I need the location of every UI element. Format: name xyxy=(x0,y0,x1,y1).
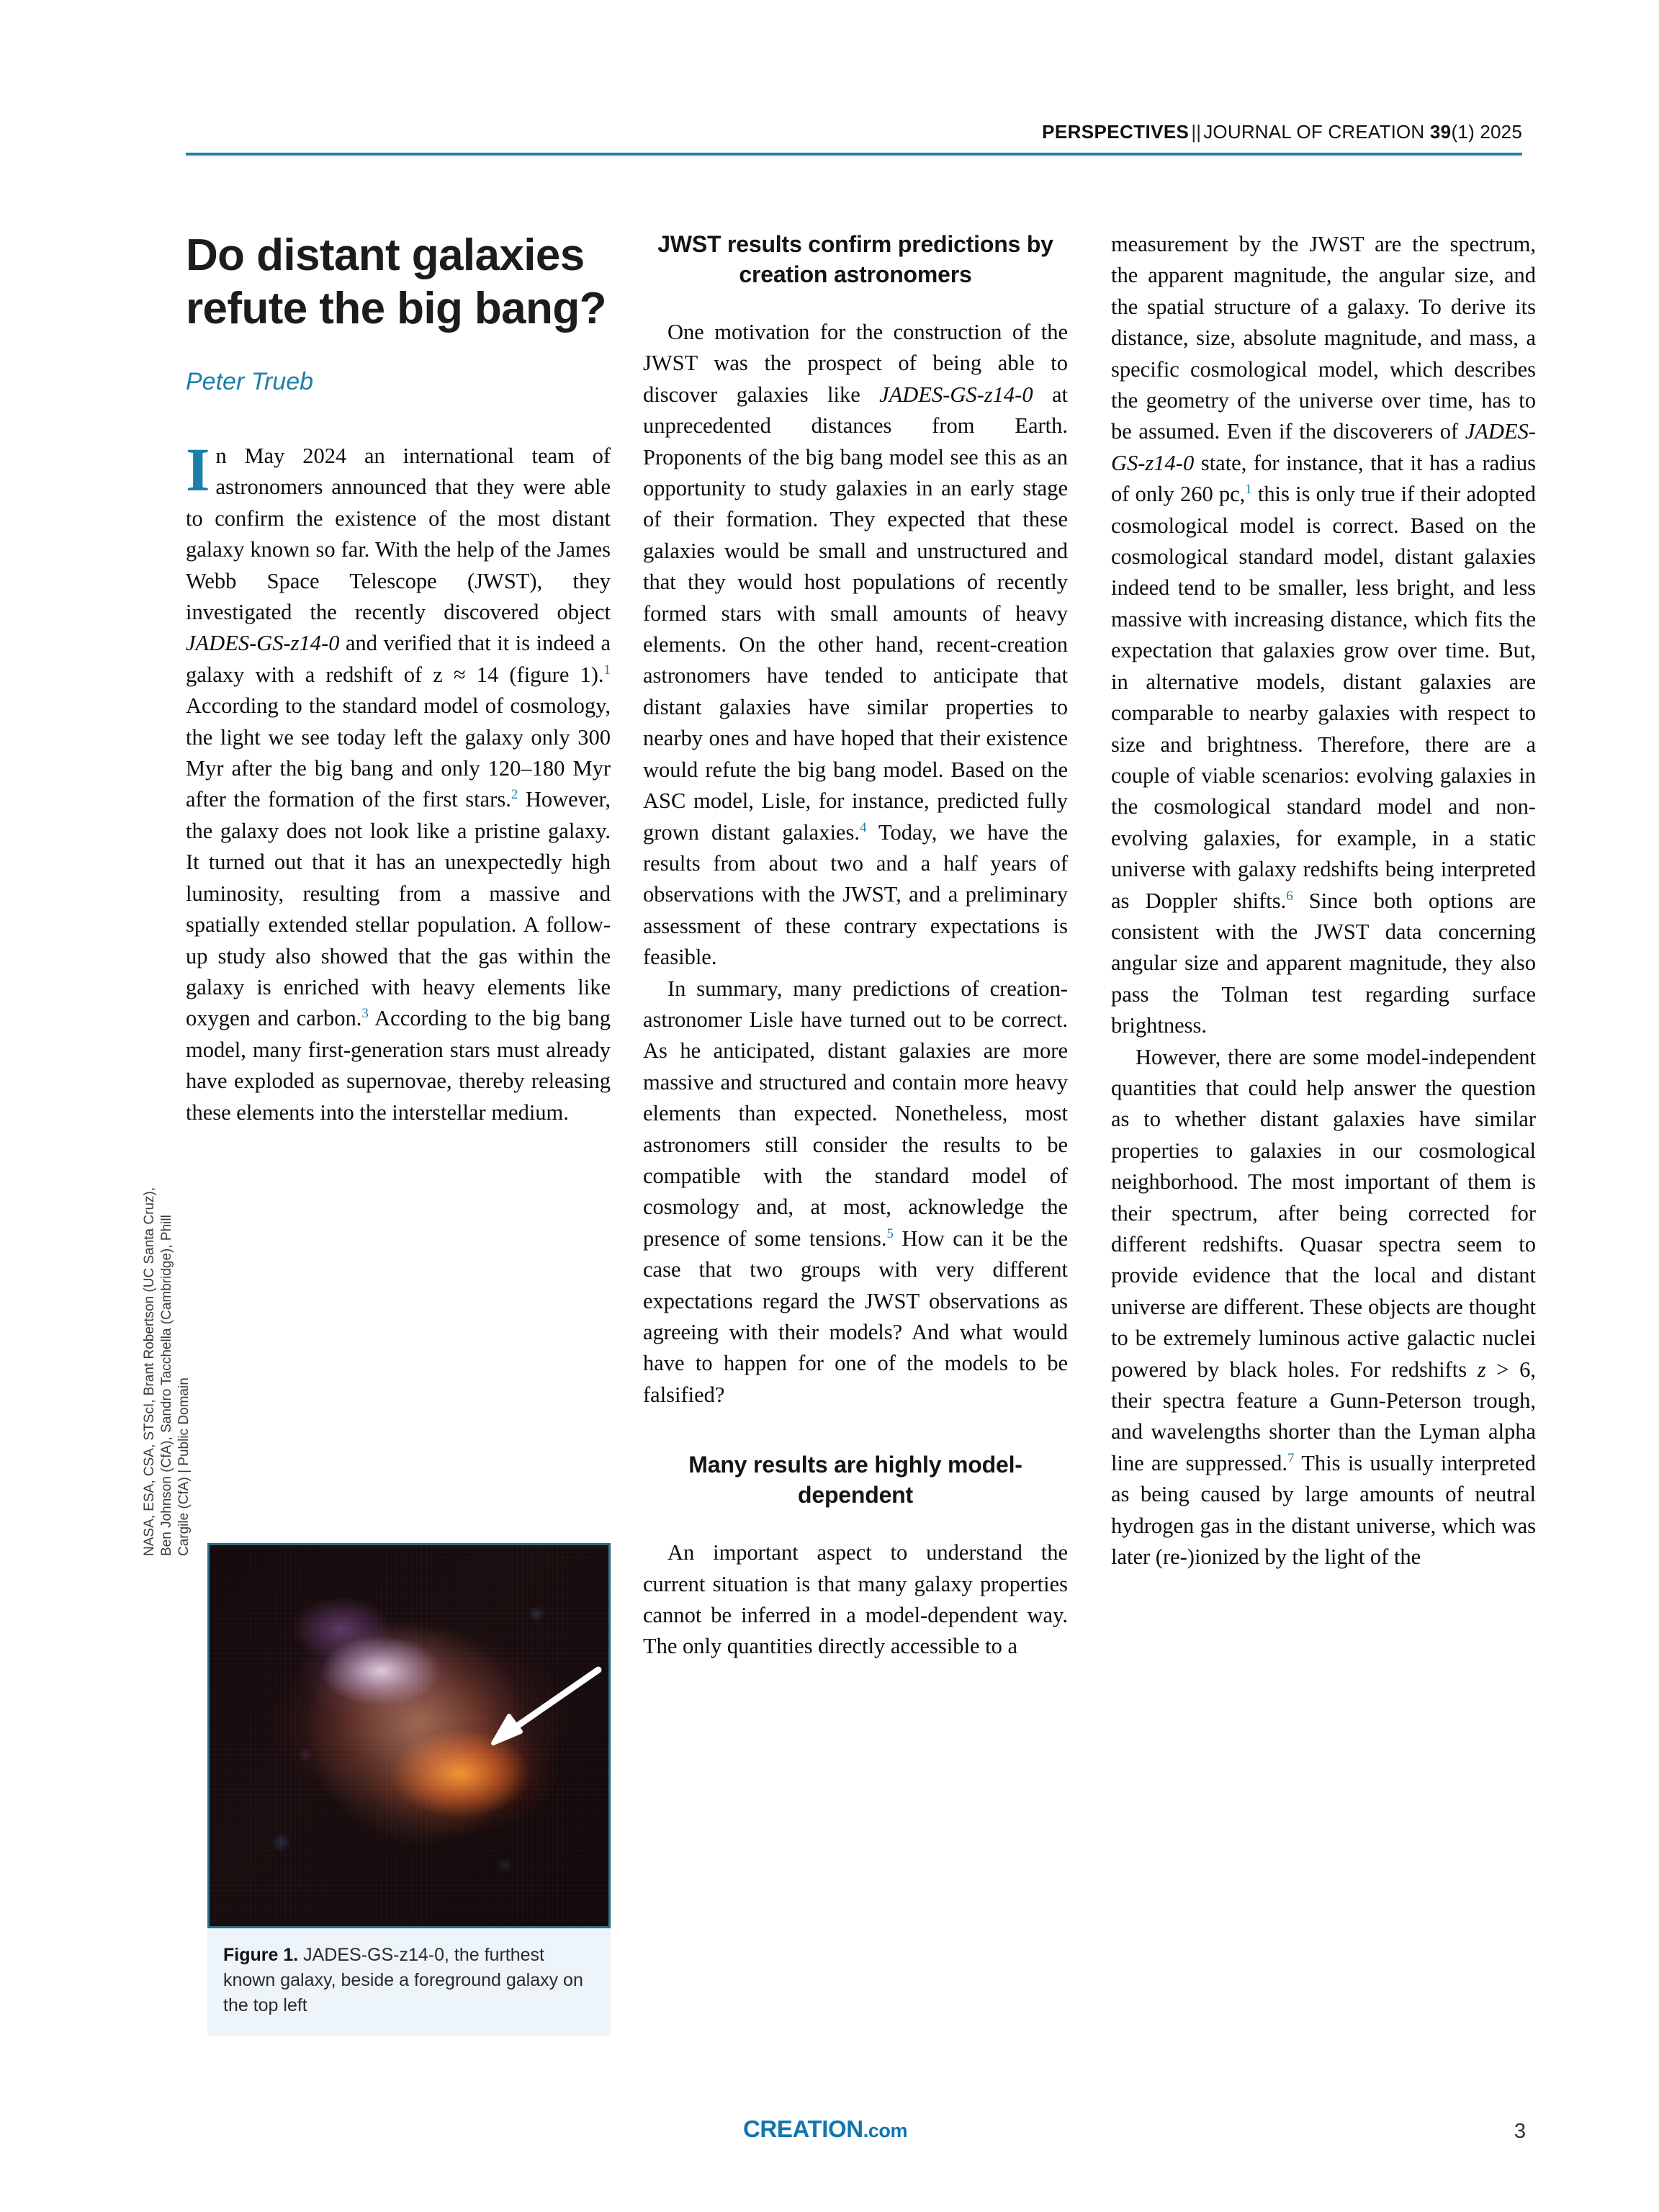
article-byline: Peter Trueb xyxy=(186,368,314,395)
c1-t3: According to the standard model of cosmology, the light we see today left the galaxy only 300 Myr after the big bang and only 120–180 Myr after the formation of the first stars. xyxy=(186,693,611,812)
c3-t6: > 6, their spectra feature a Gunn-Peterson trough, and wavelengths shorter than the Lyman alpha line are suppressed. xyxy=(1111,1357,1537,1475)
c2-t2: at unprecedented distances from Earth. Proponents of the big bang model see this as an opportunity to study galaxies in an early stage of their formation. They expected that these galaxies would be small and unstructured and that they would host populations of recently formed stars with small amounts of heavy elements. On the other hand, recent-creation astronomers have tended to anticipate that distant galaxies have similar properties to nearby ones and have hoped that their existence would refute the big bang model. Based on the ASC model, Lisle, for instance, predicted fully grown distant galaxies. xyxy=(643,382,1068,845)
column3-paragraph-2 xyxy=(1111,1042,1536,1573)
column-two xyxy=(643,229,1068,1663)
header-section: PERSPECTIVES xyxy=(1042,121,1190,143)
header-text xyxy=(1042,121,1522,143)
c1-t1: n May 2024 an international team of astronomers announced that they were able to confirm the existence of the most distant galaxy known so far. With the help of the James Webb Space Telescope (JWST), they investigated the recently discovered object xyxy=(186,444,611,625)
c1-t4: However, the galaxy does not look like a pristine galaxy. It turned out that it has an unexpectedly high luminosity, resulting from a massive and spatially extended stellar population. A follow-up study also showed that the gas within the galaxy is enriched with heavy elements like oxygen and carbon. xyxy=(186,787,611,1031)
footnote-ref-7[interactable]: 7 xyxy=(1287,1450,1295,1466)
column3-paragraph-1 xyxy=(1111,229,1536,1042)
header-journal: JOURNAL OF CREATION xyxy=(1203,121,1430,143)
footnote-ref-1b[interactable]: 1 xyxy=(1245,482,1252,498)
c3-t3: this is only true if their adopted cosmological model is correct. Based on the cosmological standard model, distant galaxies indeed tend to be smaller, less bright, and less massive with increasing distance, which fits the expectation that galaxies grow over time. But, in alternative models, distant galaxies are comparable to nearby galaxies with respect to size and brightness. Therefore, there are a couple of viable scenarios: evolving galaxies in the cosmological standard model and non-evolving galaxies, for example, in a static universe with galaxy redshifts being interpreted as Doppler shifts. xyxy=(1111,482,1536,913)
footnote-ref-5[interactable]: 5 xyxy=(886,1226,894,1241)
page-number: 3 xyxy=(1514,2120,1526,2143)
c2-t3: Today, we have the results from about two and a half years of observations with the JWST, and a preliminary assessment of these contrary expectations is feasible. xyxy=(643,819,1068,970)
c2-italic-object-name: JADES-GS-z14-0 xyxy=(879,382,1033,407)
figure-caption-label: Figure 1. xyxy=(223,1945,299,1965)
c3-t1: measurement by the JWST are the spectrum, the apparent magnitude, the angular size, and the spatial structure of a galaxy. To derive its distance, size, absolute magnitude, and mass, a specific cosmological model, which describes the geometry of the universe over time, has to be assumed. Even if the discoverers of xyxy=(1111,232,1536,444)
column2-paragraph-2 xyxy=(643,974,1068,1411)
c3-italic-z: z xyxy=(1477,1357,1486,1382)
column-one xyxy=(186,229,611,1128)
header-volume: 39 xyxy=(1429,121,1452,143)
section-heading-jwst-results: JWST results confirm predictions by creation astronomers xyxy=(657,231,1053,287)
header-separator: || xyxy=(1191,121,1202,143)
figure-credit: NASA, ESA, CSA, STScI, Brant Robertson (UC Santa Cruz), Ben Johnson (CfA), Sandro Tacchella (Cambridge), Phill Cargile (CfA) | Public Domain xyxy=(142,1187,192,1556)
figure-1 xyxy=(142,1187,611,2036)
header-issue-year: (1) 2025 xyxy=(1451,121,1522,143)
footnote-ref-4[interactable]: 4 xyxy=(859,819,867,835)
c3-t2: state, for instance, that it has a radius of only 260 pc, xyxy=(1111,450,1536,507)
logo-suffix-text: .com xyxy=(863,2120,908,2141)
c2-t5: How can it be the case that two groups with very different expectations regard the JWST observations as agreeing with their models? And what would have to happen for one of the models to be falsified? xyxy=(643,1226,1069,1407)
figure-caption-text: JADES-GS-z14-0, the furthest known galaxy, beside a foreground galaxy on the top left xyxy=(223,1945,583,2015)
logo-main-text: CREATION xyxy=(743,2116,863,2142)
section-heading-model-dependent: Many results are highly model-dependent xyxy=(688,1452,1022,1509)
figure-caption xyxy=(207,1928,611,2036)
page-title: Do distant galaxies refute the big bang? xyxy=(186,230,606,333)
c3-t5: However, there are some model-independent quantities that could help answer the question as to whether distant galaxies have similar properties to galaxies in our cosmological neighborhood. The most important of them is their spectrum, after being corrected for different redshifts. Quasar spectra seem to provide evidence that the local and distant universe are different. These objects are thought to be extremely luminous active galactic nuclei powered by black holes. For redshifts xyxy=(1111,1044,1536,1382)
footnote-ref-1[interactable]: 1 xyxy=(603,662,611,678)
c1-t5: According to the big bang model, many first-generation stars must already have exploded as supernovae, thereby releasing these elements into the interstellar medium. xyxy=(186,1006,611,1125)
c3-t7: This is usually interpreted as being caused by large amounts of neutral hydrogen gas in the distant universe, which was later (re-)ionized by the light of the xyxy=(1111,1450,1536,1570)
footnote-ref-2[interactable]: 2 xyxy=(511,787,518,803)
footnote-ref-6[interactable]: 6 xyxy=(1286,888,1293,904)
column2-paragraph-1 xyxy=(643,317,1068,974)
annotation-arrow-icon xyxy=(462,1660,606,1761)
c2-t4: In summary, many predictions of creation-astronomer Lisle have turned out to be correct. As he anticipated, distant galaxies are more massive and structured and contain more heavy elements than expected. Nonetheless, most astronomers still consider the results to be compatible with the standard model of cosmology and, at most, acknowledge the presence of some tensions. xyxy=(643,976,1068,1251)
header-rule xyxy=(186,153,1522,155)
creation-com-logo[interactable] xyxy=(743,2116,907,2143)
column1-paragraph-1 xyxy=(186,435,611,1128)
column2-paragraph-3: An important aspect to understand the current situation is that many galaxy properties cannot be inferred in a model-dependent way. The only quantities directly accessible to a xyxy=(643,1540,1068,1659)
running-header xyxy=(186,121,1522,164)
column-three xyxy=(1111,229,1536,1573)
c1-t2: and verified that it is indeed a galaxy with a redshift of z ≈ 14 (figure 1). xyxy=(186,631,611,687)
footnote-ref-3[interactable]: 3 xyxy=(361,1006,369,1022)
c3-italic-object-name: JADES-GS-z14-0 xyxy=(1111,419,1536,475)
c2-t1: One motivation for the construction of the JWST was the prospect of being able to discover galaxies like xyxy=(643,320,1068,407)
figure-image-jades-galaxy xyxy=(207,1543,611,1928)
c3-t4: Since both options are consistent with the JWST data concerning angular size and apparent magnitude, they also pass the Tolman test regarding surface brightness. xyxy=(1111,888,1536,1038)
drop-cap: I xyxy=(186,435,210,504)
c1-italic-object-name: JADES-GS-z14-0 xyxy=(186,631,340,656)
